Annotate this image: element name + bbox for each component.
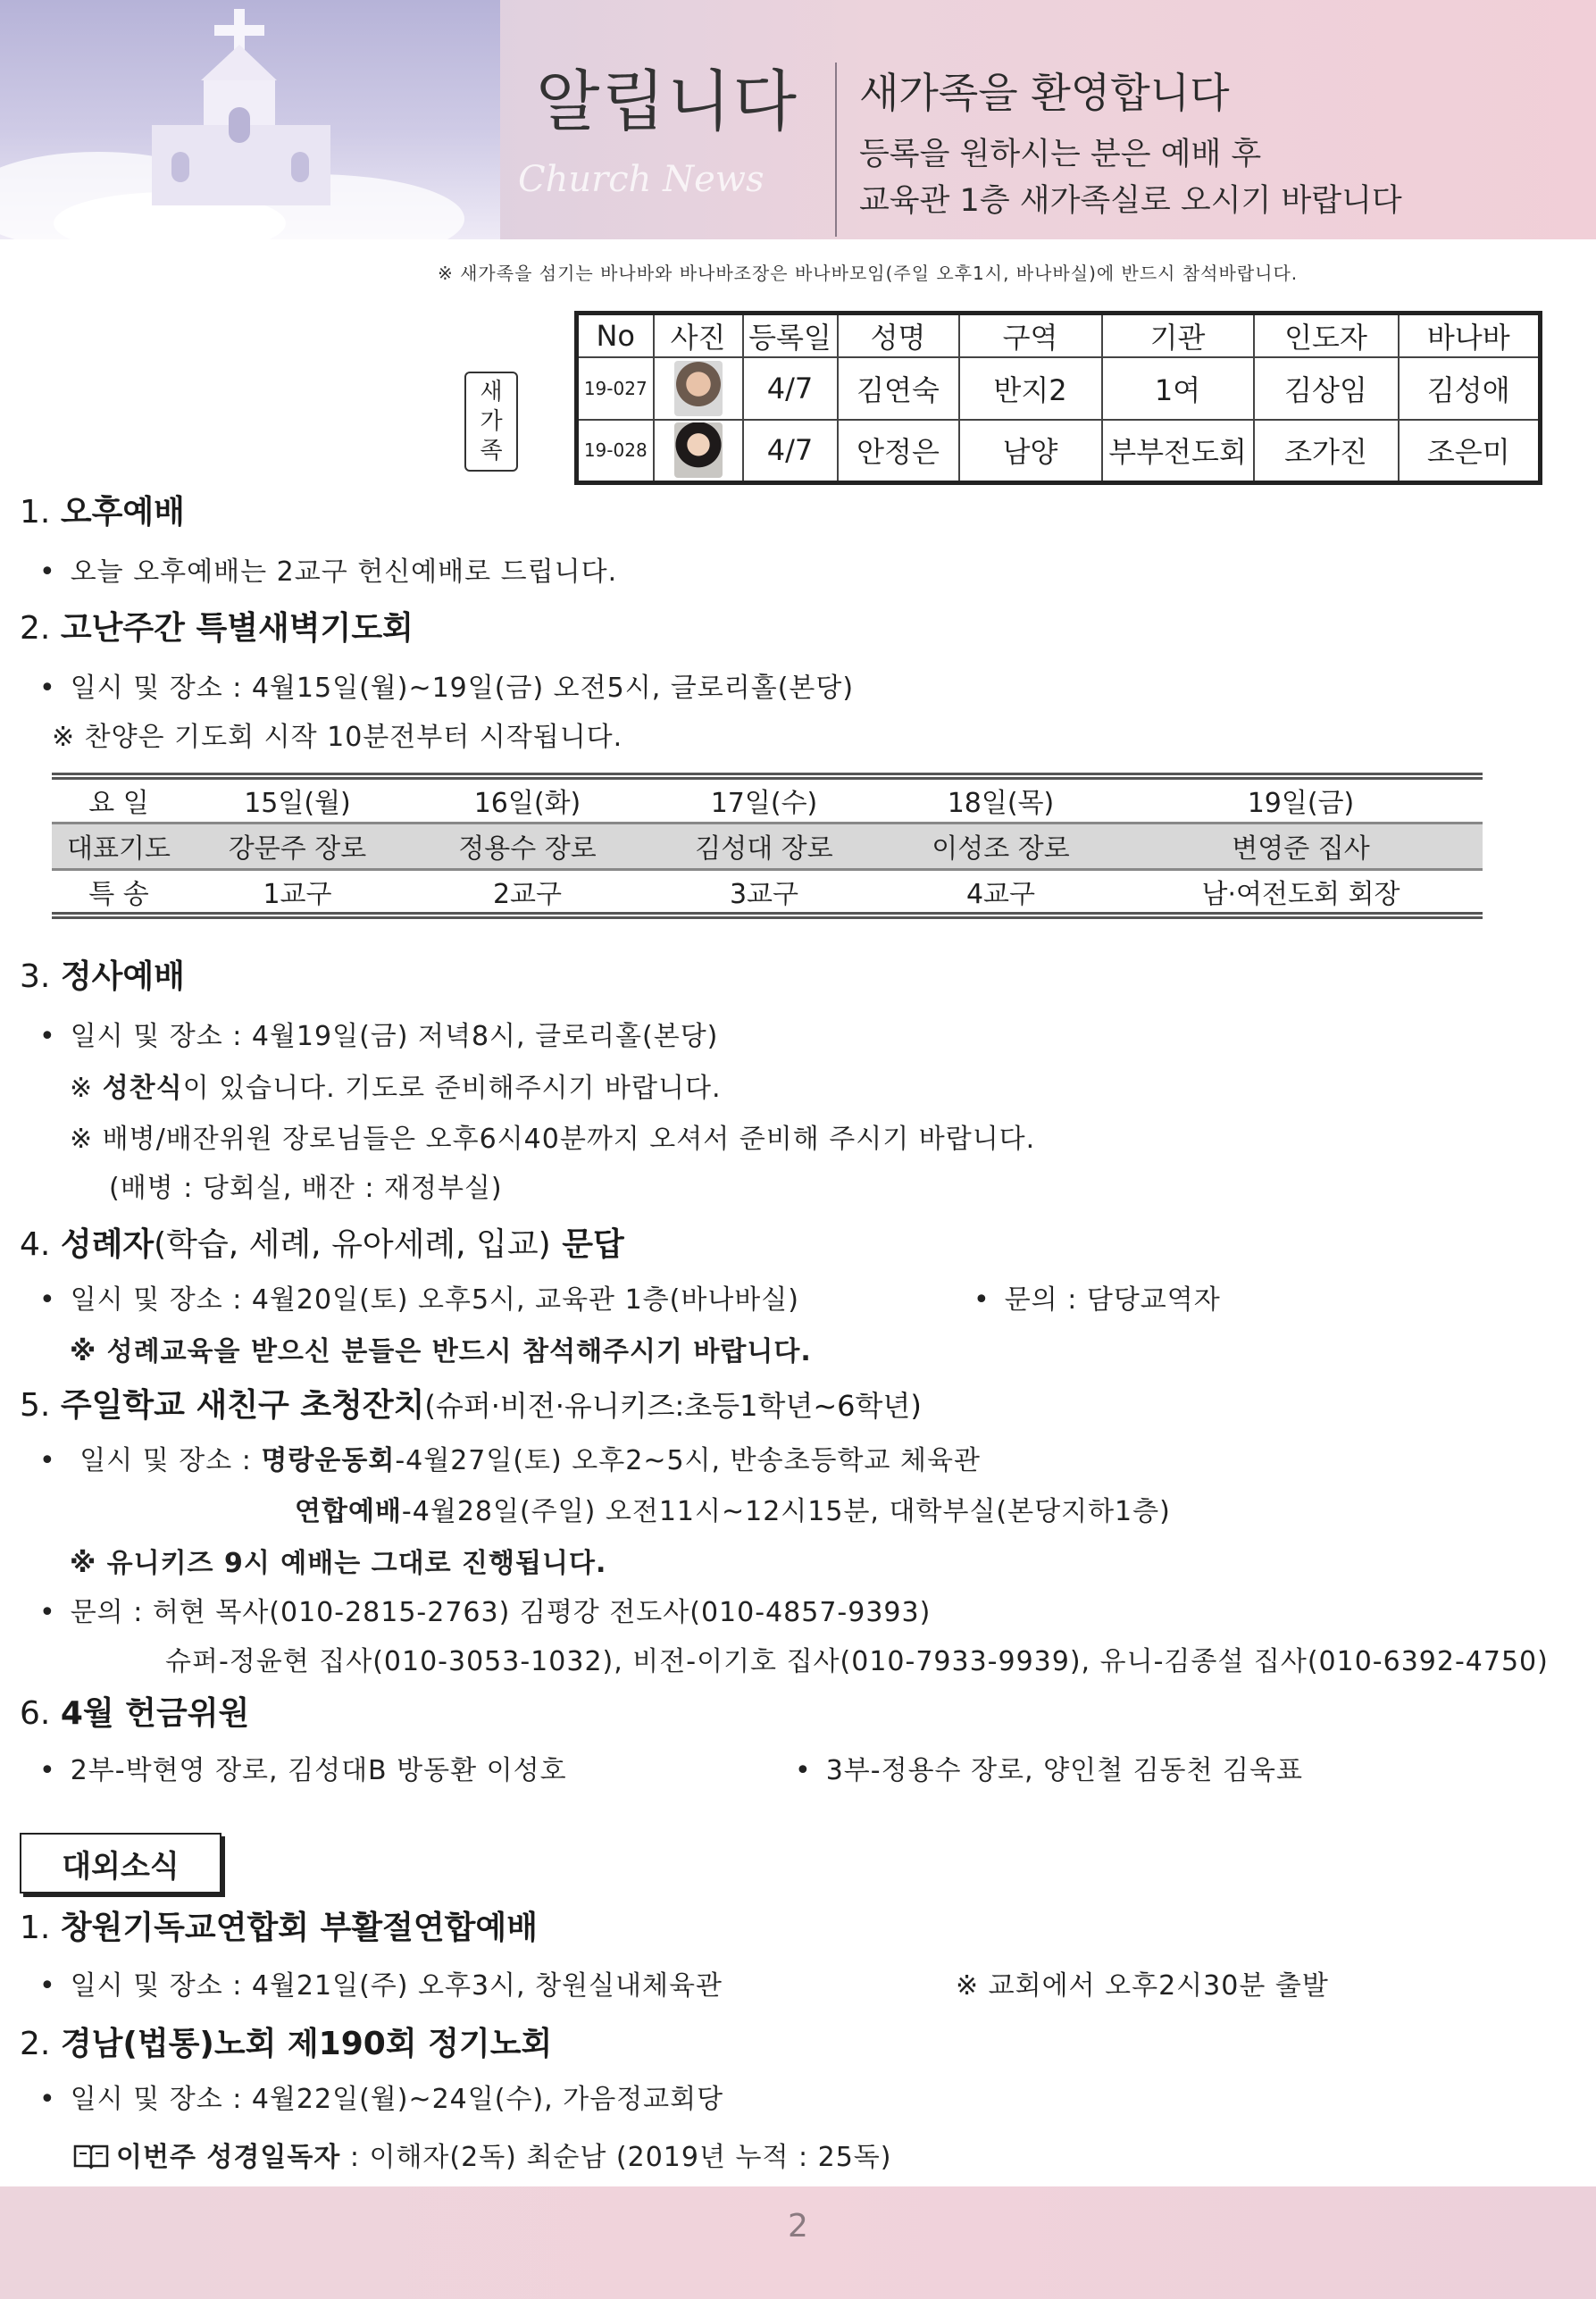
bible-label: 이번주 성경일독자 xyxy=(116,2142,341,2173)
section-title: 정사예배 xyxy=(60,958,185,995)
cell-org: 1여 xyxy=(1102,357,1254,420)
section-5-line-2 xyxy=(295,1489,1171,1528)
external-1-bullet: • 일시 및 장소 : 4월21일(주) 오후3시, 창원실내체육관 xyxy=(39,1963,723,2002)
section-3-note-3: (배병 : 당회실, 배잔 : 재정부실) xyxy=(109,1173,503,1204)
cell: 18일(목) xyxy=(882,776,1119,823)
col-barnabas: 바나바 xyxy=(1399,314,1541,358)
section-5-bullet xyxy=(39,1438,981,1477)
table-row xyxy=(577,420,1541,482)
section-number: 6. xyxy=(20,1695,51,1732)
section-6-heading xyxy=(20,1688,249,1734)
cell: 4교구 xyxy=(882,869,1119,915)
cell: 15일(월) xyxy=(186,776,409,823)
new-family-table xyxy=(574,311,1542,485)
section-4-heading xyxy=(20,1219,624,1265)
col-date: 등록일 xyxy=(743,314,838,358)
col-no: No xyxy=(577,314,654,358)
note-prefix: ※ xyxy=(70,1073,103,1104)
cell-district: 반지2 xyxy=(959,357,1102,420)
cell-no: 19-027 xyxy=(577,357,654,420)
section-3-heading xyxy=(20,951,185,997)
section-4-bullet: • 일시 및 장소 : 4월20일(토) 오후5시, 교육관 1층(바나바실) xyxy=(39,1277,799,1317)
open-book-icon xyxy=(73,2143,109,2169)
cell: 17일(수) xyxy=(646,776,882,823)
section-title-bold: 문답 xyxy=(550,1226,624,1263)
section-2-note: ※ 찬양은 기도회 시작 10분전부터 시작됩니다. xyxy=(52,722,623,753)
section-5-contact: • 문의 : 허현 목사(010-2815-2763) 김평강 전도사(010-4857-9393) xyxy=(39,1590,931,1629)
cell: 16일(화) xyxy=(409,776,646,823)
section-4-contact: • 문의 : 담당교역자 xyxy=(973,1277,1221,1317)
note-bold: 성찬식 xyxy=(102,1073,183,1104)
page-number: 2 xyxy=(788,2208,808,2245)
section-title-rest: (슈퍼·비전·유니키즈:초등1학년~6학년) xyxy=(424,1389,922,1423)
bible-reader-line xyxy=(73,2135,891,2174)
cell-no: 19-028 xyxy=(577,420,654,482)
new-family-tag xyxy=(464,372,518,472)
section-4-note: ※ 성례교육을 받으신 분들은 반드시 참석해주시기 바랍니다. xyxy=(70,1336,812,1367)
tag-char: 가 xyxy=(480,407,503,435)
prayer-schedule-table xyxy=(52,773,1483,919)
cell-photo xyxy=(654,357,743,420)
section-number: 2. xyxy=(20,2026,51,2062)
section-title: 4월 헌금위원 xyxy=(60,1695,250,1732)
cell-org: 부부전도회 xyxy=(1102,420,1254,482)
member-photo xyxy=(674,361,723,416)
col-org: 기관 xyxy=(1102,314,1254,358)
section-2-heading xyxy=(20,603,414,648)
section-2-bullet: • 일시 및 장소 : 4월15일(월)~19일(금) 오전5시, 글로리홀(본당) xyxy=(39,665,854,705)
cell-barnabas: 김성애 xyxy=(1399,357,1541,420)
col-name: 성명 xyxy=(838,314,959,358)
header-banner xyxy=(0,0,1596,239)
cell: 변영준 집사 xyxy=(1119,823,1483,869)
cell-barnabas: 조은미 xyxy=(1399,420,1541,482)
tag-char: 족 xyxy=(480,437,503,464)
cell: 김성대 장로 xyxy=(646,823,882,869)
cell: 2교구 xyxy=(409,869,646,915)
barnabas-note: ※ 새가족을 섬기는 바나바와 바나바조장은 바나바모임(주일 오후1시, 바나바실)에 반드시 참석바랍니다. xyxy=(438,263,1299,284)
section-6-bullet-1: • 2부-박현영 장로, 김성대B 방동환 이성호 xyxy=(39,1748,567,1787)
section-1-heading xyxy=(20,487,185,532)
cell: 19일(금) xyxy=(1119,776,1483,823)
cell: 1교구 xyxy=(186,869,409,915)
cell-photo xyxy=(654,420,743,482)
cell: 강문주 장로 xyxy=(186,823,409,869)
cell-name: 김연숙 xyxy=(838,357,959,420)
table-header-row xyxy=(577,314,1541,358)
section-title: 오후예배 xyxy=(60,494,185,531)
note-rest: 이 있습니다. 기도로 준비해주시기 바랍니다. xyxy=(182,1073,722,1104)
section-number: 3. xyxy=(20,958,51,995)
section-5-contact-line-2: 슈퍼-정윤현 집사(010-3053-1032), 비전-이기호 집사(010-7933-9939), 유니-김종설 집사(010-6392-4750) xyxy=(165,1646,1549,1677)
bullet-bold: 명랑운동회 xyxy=(261,1445,396,1476)
tag-char: 새 xyxy=(480,378,503,405)
table-row xyxy=(52,776,1483,823)
section-5-heading xyxy=(20,1380,922,1425)
cell-date: 4/7 xyxy=(743,420,838,482)
section-number: 2. xyxy=(20,610,51,647)
table-row xyxy=(52,869,1483,915)
section-5-note: ※ 유니키즈 9시 예배는 그대로 진행됩니다. xyxy=(70,1548,607,1579)
section-number: 1. xyxy=(20,494,51,531)
welcome-title: 새가족을 환영합니다 xyxy=(859,69,1230,117)
cell-date: 4/7 xyxy=(743,357,838,420)
page-subtitle: Church News xyxy=(518,159,765,200)
line-bold: 연합예배 xyxy=(295,1496,402,1527)
section-title: 창원기독교연합회 부활절연합예배 xyxy=(60,1910,538,1946)
welcome-line-2: 교육관 1층 새가족실로 오시기 바랍니다 xyxy=(859,183,1402,219)
section-title: 주일학교 새친구 초청잔치 xyxy=(60,1387,425,1424)
external-news-label: 대외소식 xyxy=(20,1833,221,1894)
cell-guide: 김상임 xyxy=(1254,357,1399,420)
section-3-bullet: • 일시 및 장소 : 4월19일(금) 저녁8시, 글로리홀(본당) xyxy=(39,1014,718,1053)
cell-district: 남양 xyxy=(959,420,1102,482)
cell: 남·여전도회 회장 xyxy=(1119,869,1483,915)
section-number: 4. xyxy=(20,1226,51,1263)
bullet-rest: -4월27일(토) 오후2~5시, 반송초등학교 체육관 xyxy=(395,1445,981,1476)
bible-text: : 이해자(2독) 최순남 (2019년 누적 : 25독) xyxy=(340,2142,892,2173)
chapel-illustration xyxy=(152,9,330,232)
cell-guide: 조가진 xyxy=(1254,420,1399,482)
section-3-note-1 xyxy=(70,1066,722,1105)
cell: 대표기도 xyxy=(52,823,186,869)
section-title: 경남(법통)노회 제190회 정기노회 xyxy=(60,2026,553,2062)
section-title-mid: (학습, 세례, 유아세례, 입교) xyxy=(154,1226,551,1263)
col-guide: 인도자 xyxy=(1254,314,1399,358)
col-photo: 사진 xyxy=(654,314,743,358)
external-2-heading xyxy=(20,2019,552,2064)
line-rest: -4월28일(주일) 오전11시~12시15분, 대학부실(본당지하1층) xyxy=(401,1496,1171,1527)
cell-name: 안정은 xyxy=(838,420,959,482)
section-title-bold: 성례자 xyxy=(60,1226,155,1263)
external-2-bullet: • 일시 및 장소 : 4월22일(월)~24일(수), 가음정교회당 xyxy=(39,2077,723,2116)
section-1-bullet: • 오늘 오후예배는 2교구 헌신예배로 드립니다. xyxy=(39,549,617,589)
section-number: 1. xyxy=(20,1910,51,1946)
table-row xyxy=(577,357,1541,420)
section-title: 고난주간 특별새벽기도회 xyxy=(60,610,414,647)
section-6-bullet-2: • 3부-정용수 장로, 양인철 김동천 김욱표 xyxy=(795,1748,1303,1787)
cell: 특 송 xyxy=(52,869,186,915)
member-photo xyxy=(674,422,723,478)
welcome-line-1: 등록을 원하시는 분은 예배 후 xyxy=(859,137,1262,172)
cell: 요 일 xyxy=(52,776,186,823)
section-number: 5. xyxy=(20,1387,51,1424)
cell: 정용수 장로 xyxy=(409,823,646,869)
cell: 이성조 장로 xyxy=(882,823,1119,869)
external-1-note: ※ 교회에서 오후2시30분 출발 xyxy=(956,1970,1329,2002)
bullet-prefix: 일시 및 장소 : xyxy=(79,1445,262,1476)
page-title: 알립니다 xyxy=(536,63,798,140)
external-1-heading xyxy=(20,1902,538,1948)
cell: 3교구 xyxy=(646,869,882,915)
section-3-note-2: ※ 배병/배잔위원 장로님들은 오후6시40분까지 오셔서 준비해 주시기 바랍니다. xyxy=(70,1124,1036,1155)
table-row xyxy=(52,823,1483,869)
header-divider xyxy=(835,63,837,237)
col-district: 구역 xyxy=(959,314,1102,358)
